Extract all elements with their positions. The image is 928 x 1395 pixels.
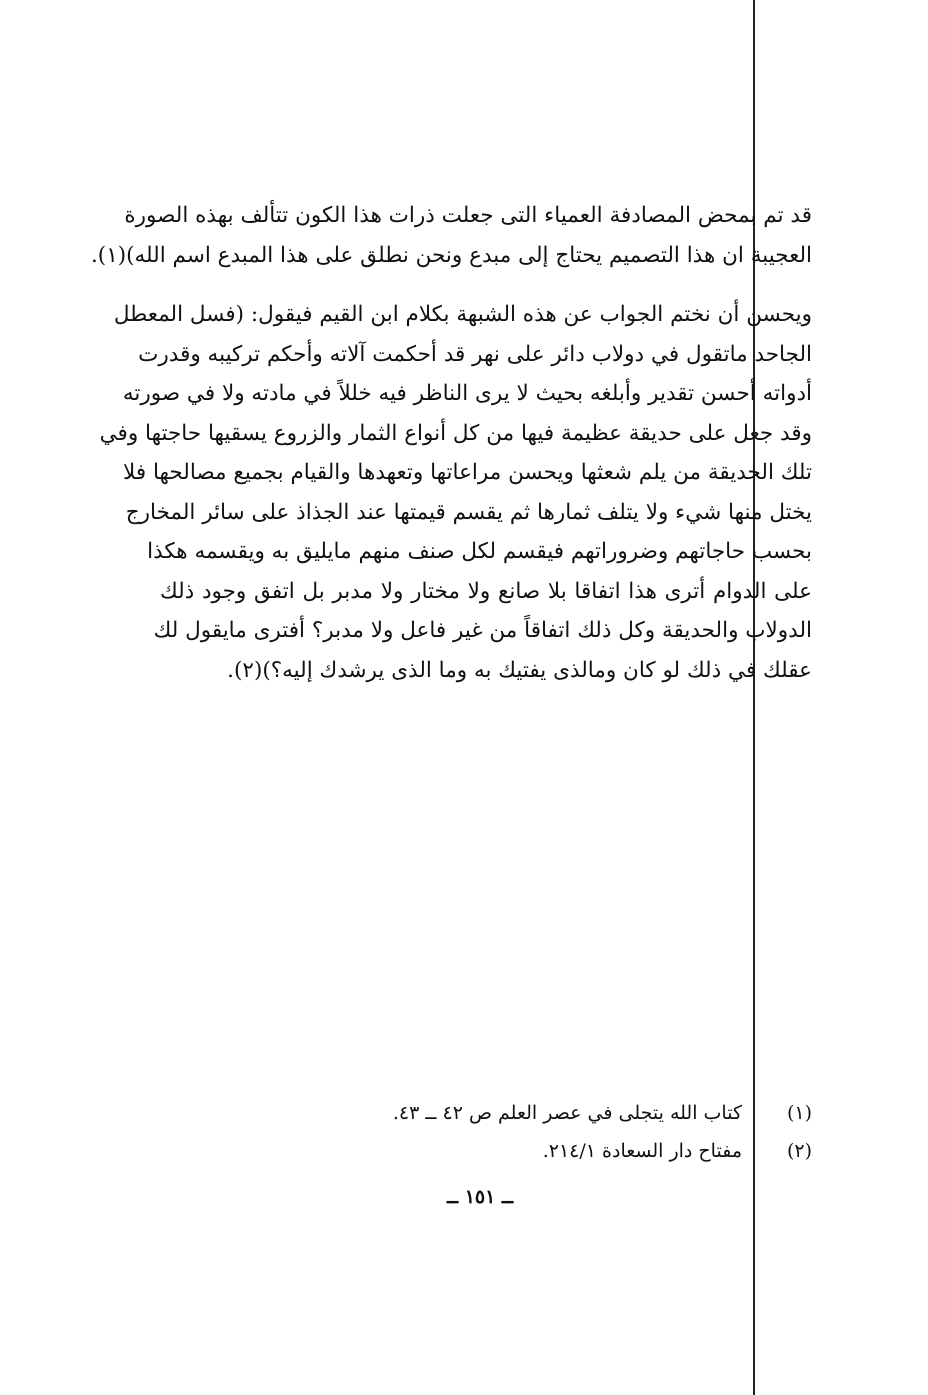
paragraph-2 [99, 295, 812, 690]
text-line: العجيبة ان هذا التصميم يحتاج إلى مبدع ونحن نطلق على هذا المبدع اسم الله)(١). [90, 242, 812, 268]
text-line: وقد جعل على حديقة عظيمة فيها من كل أنواع الثمار والزروع يسقيها حاجتها وفي [99, 420, 812, 446]
text-line: على الدوام أترى هذا اتفاقا بلا صانع ولا مختار ولا مدبر بل اتفق وجود ذلك [160, 578, 812, 604]
text-line: ويحسن أن نختم الجواب عن هذه الشبهة بكلام ابن القيم فيقول: (فسل المعطل [113, 302, 812, 327]
text-line: عقلك في ذلك لو كان ومالذى يفتيك به وما الذى يرشدك إليه؟)(٢). [227, 657, 812, 683]
text-line: أدواته أحسن تقدير وأبلغه بحيث لا يرى الناظر فيه خللاً في مادته ولا في صورته [122, 381, 812, 406]
paragraph-1 [90, 196, 812, 275]
footnotes [340, 1094, 812, 1170]
text-line: تلك الحديقة من يلم شعثها ويحسن مراعاتها وتعهدها والقيام بجميع مصالحها فلا [123, 460, 812, 485]
text-line: قد تم بمحض المصادفة العمياء التى جعلت ذرات هذا الكون تتألف بهذه الصورة [124, 203, 812, 228]
footnote-text: كتاب الله يتجلى في عصر العلم ص ٤٢ ــ ٤٣. [392, 1102, 742, 1124]
footnote-1 [340, 1094, 812, 1132]
footnote-2 [340, 1132, 812, 1170]
footnote-text: مفتاح دار السعادة ٢١٤/١. [542, 1140, 742, 1162]
footnote-number: (٢) [786, 1140, 812, 1162]
text-line: الدولاب والحديقة وكل ذلك اتفاقاً من غير فاعل ولا مدبر؟ أفترى مايقول لك [153, 618, 812, 643]
footnote-number: (١) [786, 1102, 812, 1124]
text-line: الجاحد ماتقول في دولاب دائر على نهر قد أحكمت آلاته وأحكم تركيبه وقدرت [138, 341, 812, 367]
page-body [90, 196, 812, 690]
page-number: ــ ١٥١ ــ [446, 1186, 514, 1208]
text-line: يختل منها شيء ولا يتلف ثمارها ثم يقسم قيمتها عند الجذاذ على سائر المخارج [125, 499, 812, 525]
text-line: بحسب حاجاتهم وضروراتهم فيقسم لكل صنف منهم مايليق به ويقسمه هكذا [147, 539, 812, 564]
